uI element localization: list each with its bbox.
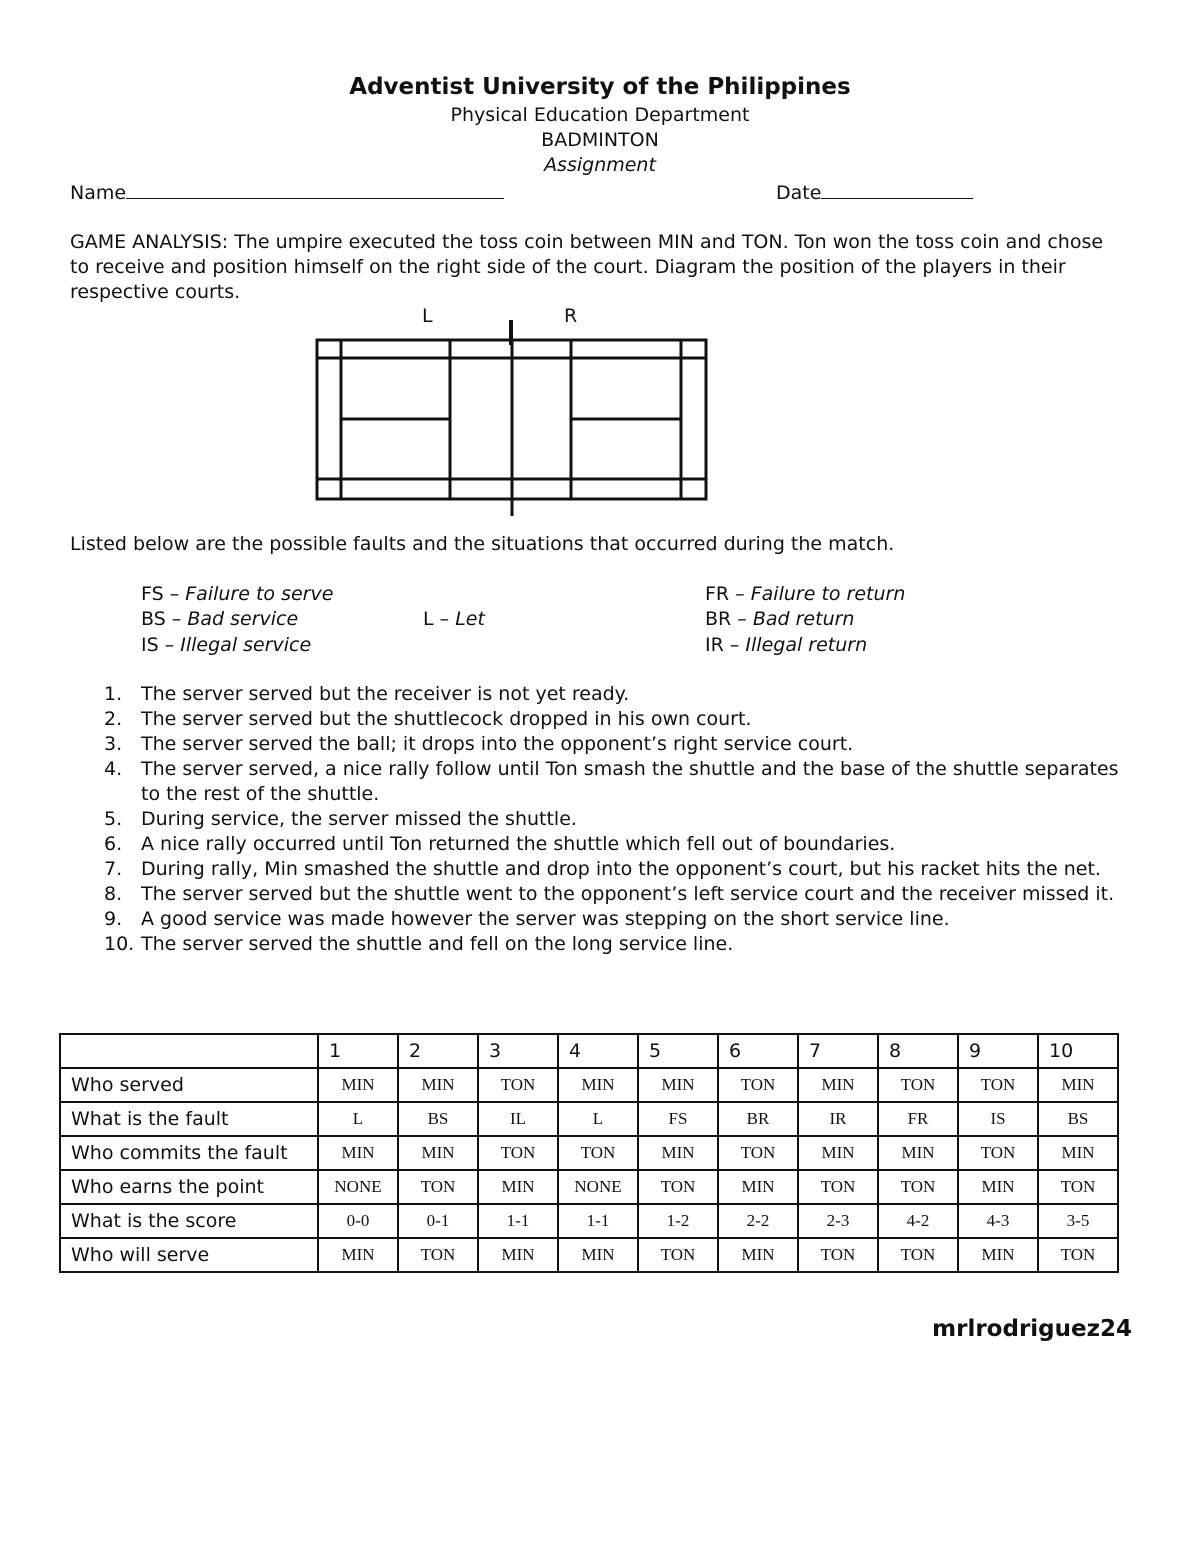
column-header: 2 <box>398 1034 478 1068</box>
fault-is: IS – Illegal service <box>141 634 312 656</box>
table-cell: MIN <box>798 1068 878 1102</box>
table-cell: MIN <box>558 1238 638 1272</box>
table-cell: FR <box>878 1102 958 1136</box>
table-cell: MIN <box>958 1170 1038 1204</box>
table-cell: TON <box>398 1170 478 1204</box>
table-cell: 4-3 <box>958 1204 1038 1238</box>
table-row <box>60 1136 1118 1170</box>
table-cell: MIN <box>478 1238 558 1272</box>
table-cell: TON <box>878 1170 958 1204</box>
table-cell: TON <box>878 1238 958 1272</box>
assignment-type: Assignment <box>544 154 656 176</box>
name-label: Name <box>70 182 127 204</box>
situation-item: 5. During service, the server missed the shuttle. <box>104 808 577 830</box>
situation-item: 8. The server served but the shuttle went to the opponent’s left service court and the receiver missed it. <box>104 883 1115 905</box>
column-header: 5 <box>638 1034 718 1068</box>
table-cell: TON <box>718 1136 798 1170</box>
table-cell: TON <box>558 1136 638 1170</box>
court-diagram <box>0 0 1200 530</box>
row-label: What is the score <box>60 1204 318 1238</box>
situations-list <box>70 682 1120 957</box>
table-cell: MIN <box>958 1238 1038 1272</box>
table-cell: TON <box>718 1068 798 1102</box>
watermark: mrlrodriguez24 <box>932 1316 1132 1342</box>
table-row <box>60 1204 1118 1238</box>
table-cell: 0-0 <box>318 1204 398 1238</box>
table-cell: NONE <box>558 1170 638 1204</box>
table-cell: L <box>318 1102 398 1136</box>
table-row <box>60 1170 1118 1204</box>
fault-l: L – Let <box>423 608 485 630</box>
university-title: Adventist University of the Philippines <box>349 74 851 100</box>
table-cell: MIN <box>878 1136 958 1170</box>
table-cell: BR <box>718 1102 798 1136</box>
table-cell: MIN <box>798 1136 878 1170</box>
table-cell: 1-2 <box>638 1204 718 1238</box>
table-row <box>60 1068 1118 1102</box>
table-cell: MIN <box>638 1068 718 1102</box>
table-cell: TON <box>878 1068 958 1102</box>
table-cell: MIN <box>718 1170 798 1204</box>
row-label: What is the fault <box>60 1102 318 1136</box>
table-cell: TON <box>638 1238 718 1272</box>
court-right-label: R <box>564 305 578 327</box>
table-cell: TON <box>398 1238 478 1272</box>
fault-br: BR – Bad return <box>705 608 855 630</box>
column-header: 4 <box>558 1034 638 1068</box>
fault-bs: BS – Bad service <box>141 608 299 630</box>
table-cell: MIN <box>1038 1068 1118 1102</box>
situation-item: 9. A good service was made however the server was stepping on the short service line. <box>104 908 950 930</box>
situation-item: 1. The server served but the receiver is not yet ready. <box>104 683 630 705</box>
column-header: 1 <box>318 1034 398 1068</box>
analysis-table <box>59 1033 1119 1273</box>
court-left-label: L <box>422 305 433 327</box>
table-cell: IL <box>478 1102 558 1136</box>
table-cell: BS <box>398 1102 478 1136</box>
table-cell: 2-2 <box>718 1204 798 1238</box>
table-cell: NONE <box>318 1170 398 1204</box>
table-cell: MIN <box>558 1068 638 1102</box>
column-header: 3 <box>478 1034 558 1068</box>
table-cell: MIN <box>718 1238 798 1272</box>
table-cell: IR <box>798 1102 878 1136</box>
table-cell: 4-2 <box>878 1204 958 1238</box>
table-cell: 1-1 <box>478 1204 558 1238</box>
table-cell: MIN <box>318 1136 398 1170</box>
column-header: 8 <box>878 1034 958 1068</box>
column-header: 10 <box>1038 1034 1118 1068</box>
table-cell: TON <box>798 1170 878 1204</box>
row-label: Who will serve <box>60 1238 318 1272</box>
table-cell: TON <box>478 1136 558 1170</box>
fault-fs: FS – Failure to serve <box>141 583 334 605</box>
table-cell: TON <box>478 1068 558 1102</box>
situation-item: 3. The server served the ball; it drops into the opponent’s right service court. <box>104 733 854 755</box>
situation-item: 4. The server served, a nice rally follow until Ton smash the shuttle and the base of the shuttle separates to the rest of the shuttle. <box>104 758 1119 805</box>
table-cell: 0-1 <box>398 1204 478 1238</box>
table-cell: MIN <box>478 1170 558 1204</box>
fault-fr: FR – Failure to return <box>705 583 906 605</box>
situation-item: 2. The server served but the shuttlecock dropped in his own court. <box>104 708 752 730</box>
table-cell: IS <box>958 1102 1038 1136</box>
situation-item: 10. The server served the shuttle and fell on the long service line. <box>104 933 734 955</box>
table-cell: MIN <box>1038 1136 1118 1170</box>
column-header: 6 <box>718 1034 798 1068</box>
table-cell: MIN <box>398 1068 478 1102</box>
table-cell: TON <box>958 1136 1038 1170</box>
table-cell: MIN <box>318 1068 398 1102</box>
situation-item: 6. A nice rally occurred until Ton returned the shuttle which fell out of boundaries. <box>104 833 896 855</box>
faults-intro: Listed below are the possible faults and the situations that occurred during the match. <box>70 533 895 555</box>
subject: BADMINTON <box>541 129 659 151</box>
row-label: Who served <box>60 1068 318 1102</box>
game-analysis-intro: GAME ANALYSIS: The umpire executed the toss coin between MIN and TON. Ton won the toss coin and chose to receive and position himself on the right side of the court. Diagram the position of the players in their respective courts. <box>70 231 1104 303</box>
table-header-row <box>60 1034 1118 1068</box>
table-cell: MIN <box>318 1238 398 1272</box>
table-cell: TON <box>798 1238 878 1272</box>
table-cell: 2-3 <box>798 1204 878 1238</box>
fault-ir: IR – Illegal return <box>705 634 868 656</box>
table-cell: 1-1 <box>558 1204 638 1238</box>
table-cell: MIN <box>638 1136 718 1170</box>
table-cell: MIN <box>398 1136 478 1170</box>
table-cell: L <box>558 1102 638 1136</box>
row-label: Who commits the fault <box>60 1136 318 1170</box>
table-row <box>60 1238 1118 1272</box>
date-label: Date <box>776 182 822 204</box>
situation-item: 7. During rally, Min smashed the shuttle and drop into the opponent’s court, but his racket hits the net. <box>104 858 1101 880</box>
row-label: Who earns the point <box>60 1170 318 1204</box>
table-cell: TON <box>1038 1238 1118 1272</box>
column-header: 7 <box>798 1034 878 1068</box>
table-cell: 3-5 <box>1038 1204 1118 1238</box>
table-cell: TON <box>1038 1170 1118 1204</box>
column-header: 9 <box>958 1034 1038 1068</box>
table-cell: FS <box>638 1102 718 1136</box>
table-row <box>60 1102 1118 1136</box>
department: Physical Education Department <box>450 104 750 126</box>
table-cell: TON <box>958 1068 1038 1102</box>
table-cell: TON <box>638 1170 718 1204</box>
table-cell: BS <box>1038 1102 1118 1136</box>
